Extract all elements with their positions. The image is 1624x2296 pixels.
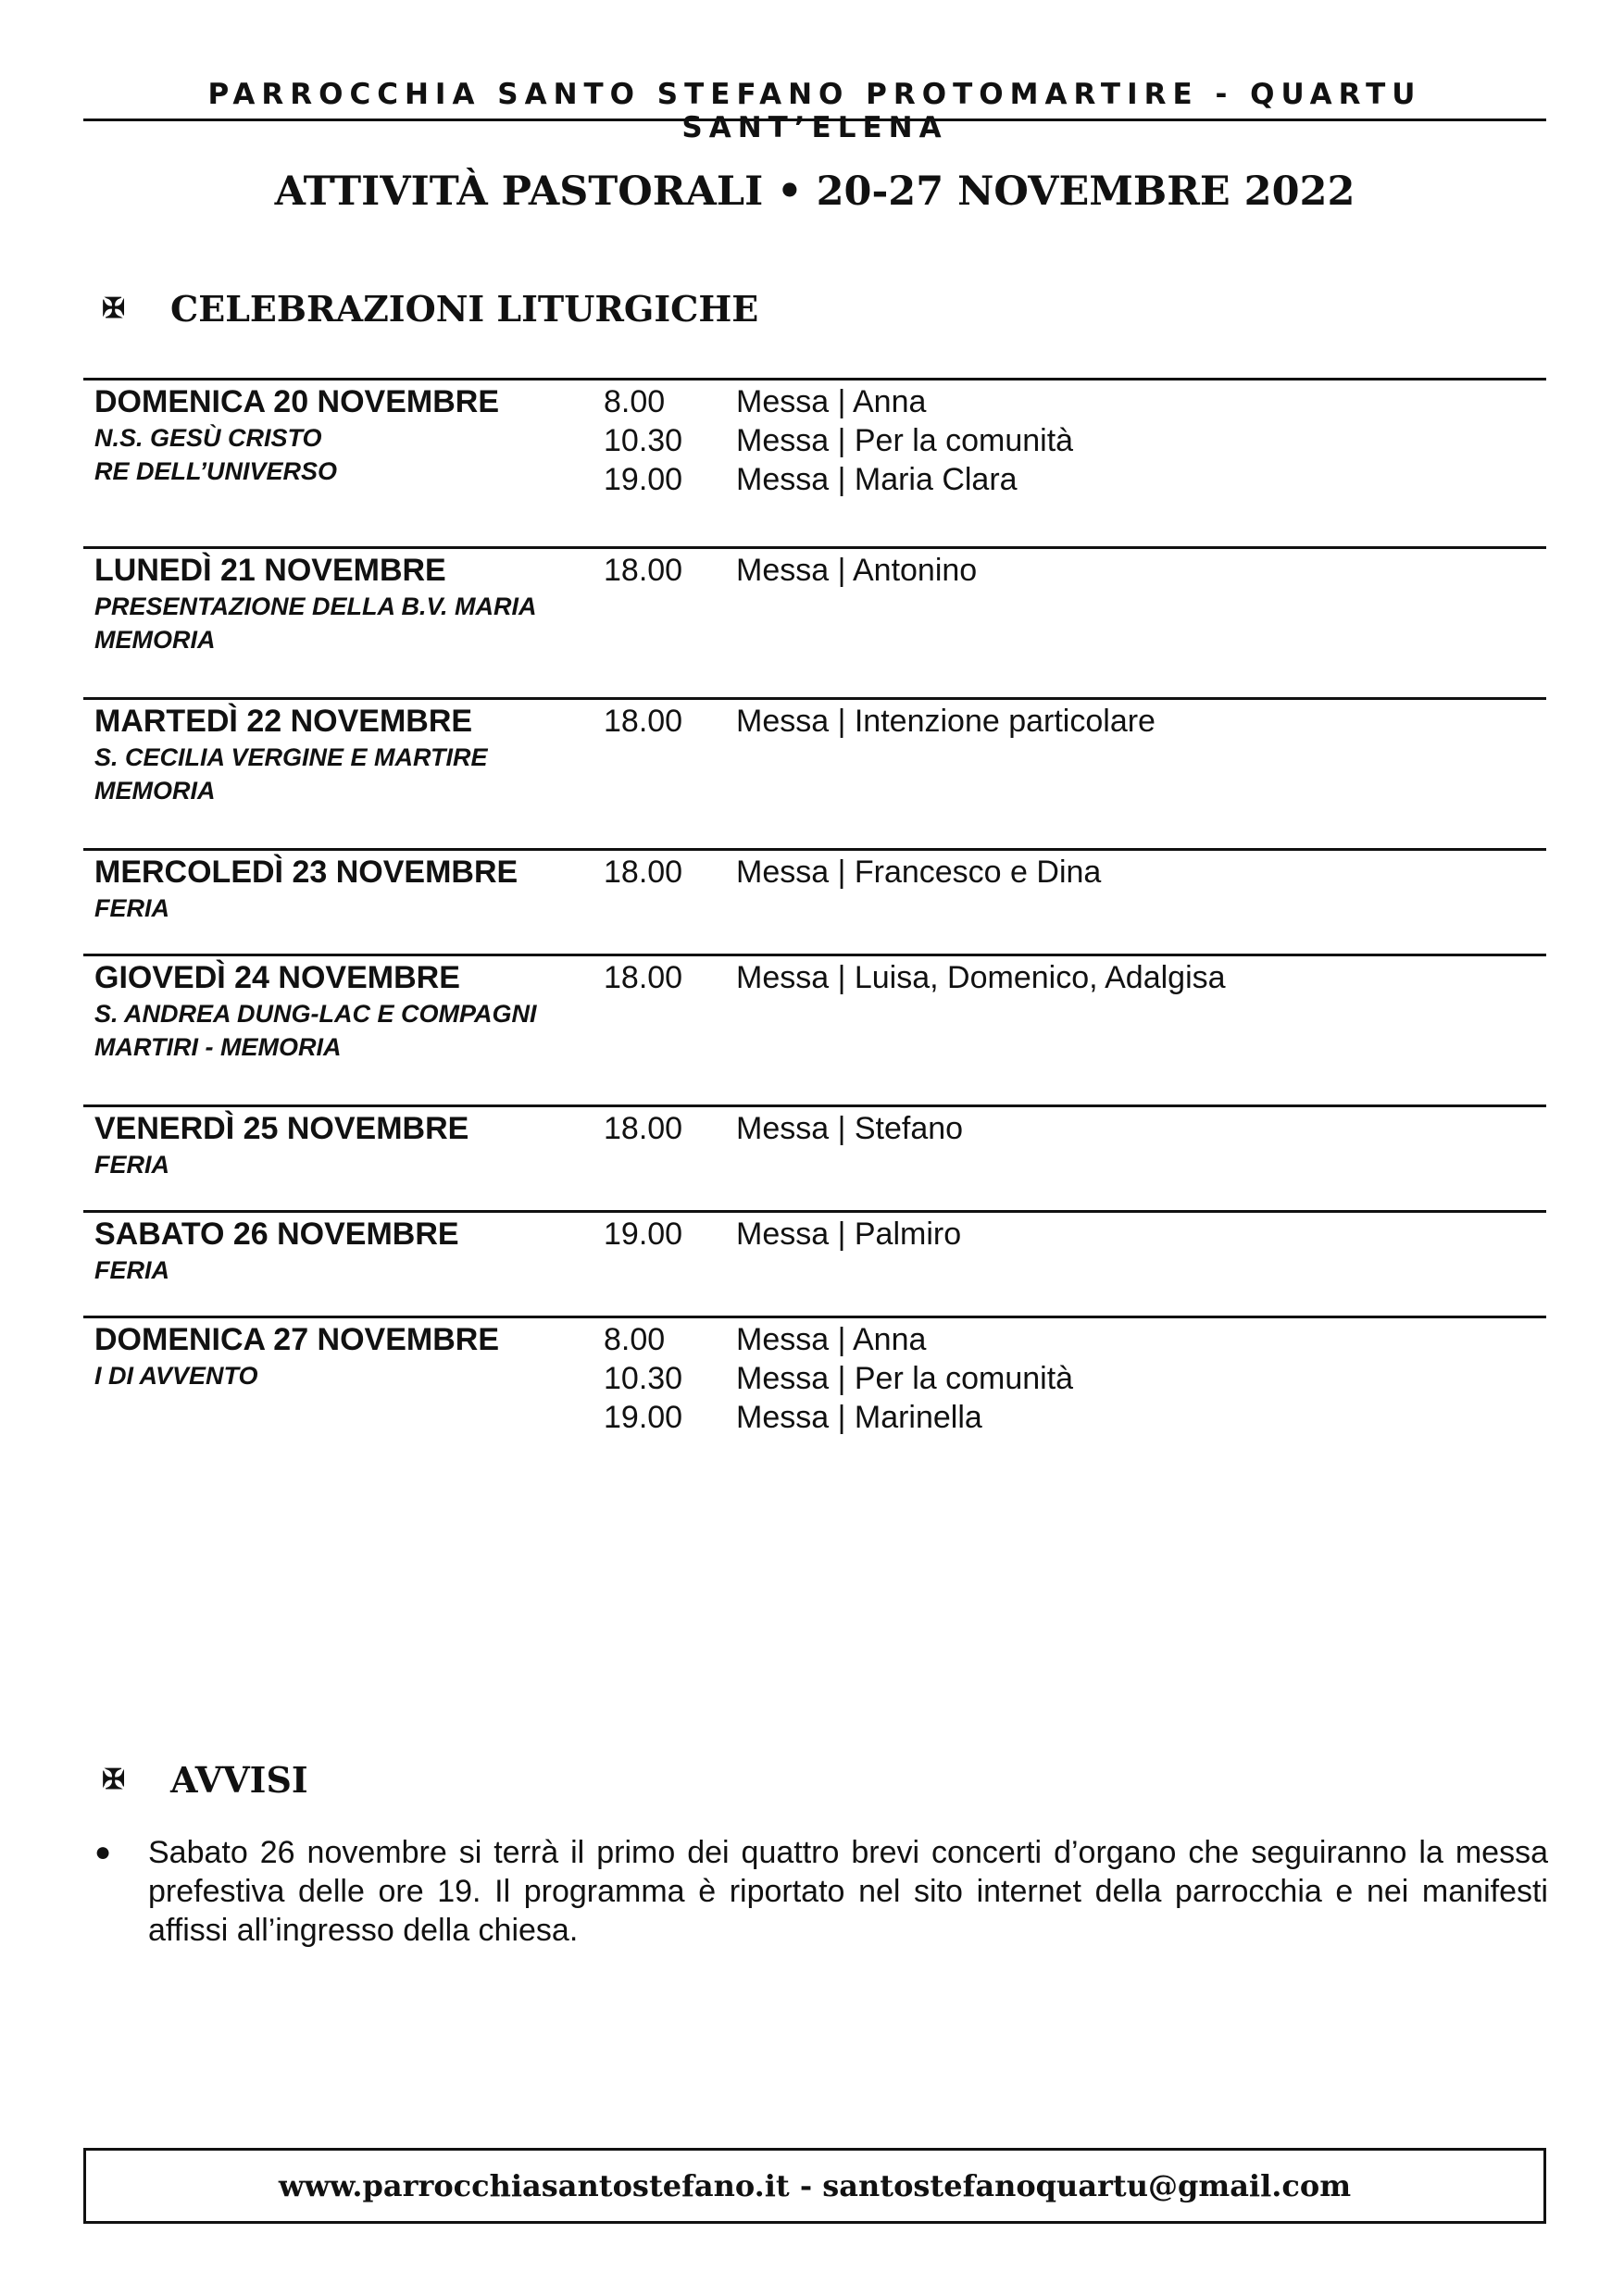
schedule-row — [83, 848, 1546, 922]
bullet-icon: ● — [94, 1837, 112, 1867]
footer-contacts-text: www.parrocchiasantostefano.it - santostefanoquartu@gmail.com — [278, 2168, 1352, 2203]
schedule-row — [83, 1316, 1546, 1435]
day-column — [94, 853, 594, 925]
mass-time: 19.00 — [604, 462, 683, 497]
section-heading-celebrations — [102, 282, 758, 334]
schedule-row — [83, 1104, 1546, 1179]
mass-time: 8.00 — [604, 384, 666, 419]
mass-intention: Messa | Antonino — [736, 553, 978, 588]
cross-star-icon: ✠ — [102, 1763, 126, 1796]
mass-intention: Messa | Maria Clara — [736, 462, 1018, 497]
notice-item — [94, 1833, 1548, 1950]
liturgical-feast: S. ANDREA DUNG-LAC E COMPAGNI — [94, 1000, 537, 1028]
day-name: VENERDÌ 25 NOVEMBRE — [94, 1111, 469, 1146]
mass-intention: Messa | Intenzione particolare — [736, 704, 1156, 739]
parish-header: PARROCCHIA SANTO STEFANO PROTOMARTIRE - QUARTU SANT’ELENA — [207, 78, 1422, 144]
mass-intention: Messa | Anna — [736, 384, 927, 419]
mass-intention: Messa | Per la comunità — [736, 423, 1074, 458]
day-column — [94, 1109, 594, 1181]
section-heading-label: CELEBRAZIONI LITURGICHE — [170, 287, 759, 330]
mass-time: 19.00 — [604, 1400, 683, 1435]
mass-intention: Messa | Luisa, Domenico, Adalgisa — [736, 960, 1226, 995]
notice-text: Sabato 26 novembre si terrà il primo dei quattro brevi concerti d’organo che seguiranno la messa prefestiva delle ore 19. Il programma è riportato nel sito internet della parrocchia e nei manifesti affissi all’ingresso della chiesa. — [148, 1835, 1548, 1948]
day-column — [94, 702, 594, 807]
mass-time: 10.30 — [604, 1361, 683, 1396]
day-name: GIOVEDÌ 24 NOVEMBRE — [94, 960, 460, 995]
mass-time: 18.00 — [604, 855, 683, 890]
liturgical-feast: N.S. GESÙ CRISTO — [94, 424, 322, 452]
day-name: DOMENICA 27 NOVEMBRE — [94, 1322, 500, 1357]
day-name: SABATO 26 NOVEMBRE — [94, 1217, 459, 1252]
section-heading-label: AVVISI — [170, 1758, 308, 1801]
liturgical-feast: FERIA — [94, 894, 169, 922]
mass-time: 8.00 — [604, 1322, 666, 1357]
mass-time: 18.00 — [604, 1111, 683, 1146]
mass-intention: Messa | Stefano — [736, 1111, 964, 1146]
header-divider — [83, 119, 1546, 121]
day-name: DOMENICA 20 NOVEMBRE — [94, 384, 500, 419]
mass-time: 18.00 — [604, 553, 683, 588]
schedule-row — [83, 1210, 1546, 1284]
day-column — [94, 382, 594, 488]
mass-intention: Messa | Anna — [736, 1322, 927, 1357]
day-column — [94, 551, 594, 656]
schedule-row — [83, 954, 1546, 1061]
day-name: MERCOLEDÌ 23 NOVEMBRE — [94, 855, 518, 890]
day-name: MARTEDÌ 22 NOVEMBRE — [94, 704, 473, 739]
footer-contacts — [83, 2148, 1546, 2224]
liturgical-feast: MARTIRI - MEMORIA — [94, 1033, 342, 1061]
day-column — [94, 1320, 594, 1392]
schedule-row — [83, 697, 1546, 805]
mass-time: 19.00 — [604, 1217, 683, 1252]
day-column — [94, 1215, 594, 1287]
cross-star-icon: ✠ — [102, 292, 126, 325]
mass-intention: Messa | Marinella — [736, 1400, 982, 1435]
page-title: ATTIVITÀ PASTORALI • 20-27 NOVEMBRE 2022 — [274, 168, 1355, 215]
mass-time: 18.00 — [604, 704, 683, 739]
schedule-row — [83, 378, 1546, 497]
mass-time: 10.30 — [604, 423, 683, 458]
liturgical-feast: FERIA — [94, 1256, 169, 1284]
liturgical-feast: S. CECILIA VERGINE E MARTIRE — [94, 743, 488, 771]
mass-intention: Messa | Per la comunità — [736, 1361, 1074, 1396]
mass-intention: Messa | Palmiro — [736, 1217, 962, 1252]
liturgical-feast: PRESENTAZIONE DELLA B.V. MARIA — [94, 593, 537, 620]
section-heading-notices — [102, 1753, 308, 1805]
day-column — [94, 958, 594, 1064]
liturgical-feast: I DI AVVENTO — [94, 1362, 258, 1390]
mass-time: 18.00 — [604, 960, 683, 995]
liturgical-feast: MEMORIA — [94, 777, 216, 805]
liturgical-feast: FERIA — [94, 1151, 169, 1179]
day-name: LUNEDÌ 21 NOVEMBRE — [94, 553, 446, 588]
liturgical-feast: RE DELL’UNIVERSO — [94, 457, 338, 485]
mass-intention: Messa | Francesco e Dina — [736, 855, 1102, 890]
schedule-row — [83, 546, 1546, 654]
liturgical-feast: MEMORIA — [94, 626, 216, 654]
